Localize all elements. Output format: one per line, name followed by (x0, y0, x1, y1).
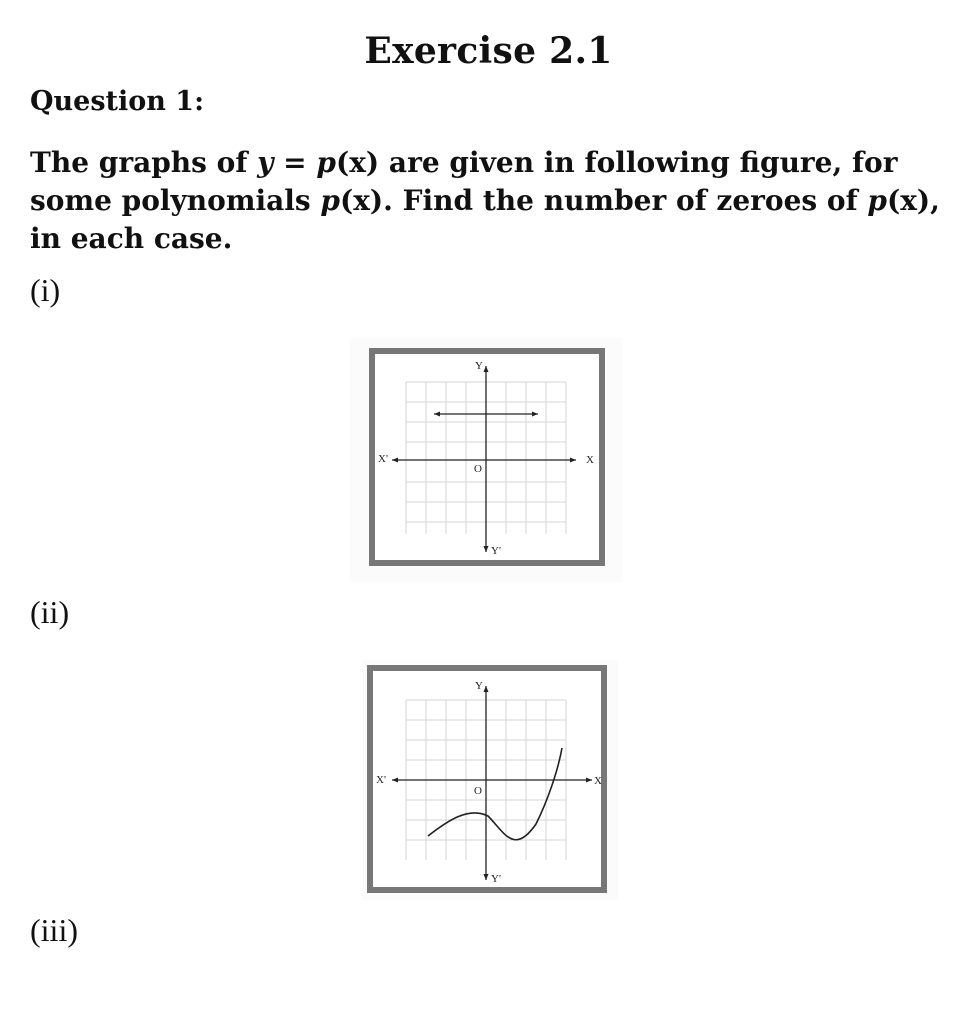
label-x: X (594, 775, 602, 787)
label-y-prime: Y' (491, 545, 501, 557)
graph-ii (362, 660, 618, 900)
math-p: p (320, 184, 340, 217)
question-text (30, 144, 950, 258)
math-x: (x) (886, 184, 931, 217)
math-p: p (867, 184, 887, 217)
label-y: Y (475, 360, 483, 372)
label-x-prime: X' (376, 774, 386, 786)
graph-i (350, 338, 622, 582)
label-origin: O (474, 785, 482, 797)
question-text-part: The graphs of (30, 146, 258, 179)
page-title: Exercise 2.1 (364, 30, 613, 72)
part-label-ii: (ii) (30, 594, 70, 630)
question-text-part: . Find the number of zeroes of (383, 184, 868, 217)
math-x: (x) (339, 184, 384, 217)
label-y-prime: Y' (491, 873, 501, 885)
math-y: y (257, 146, 274, 179)
math-p: p (316, 146, 336, 179)
label-x-prime: X' (378, 453, 388, 465)
graph-frame (370, 668, 604, 890)
part-label-i: (i) (30, 272, 61, 308)
graph-i-svg (350, 338, 622, 582)
question-text-part: are given in following figure, for some polynomials (30, 146, 898, 217)
part-label-iii: (iii) (30, 912, 78, 948)
math-x: (x) (335, 146, 380, 179)
question-text-part: , in each case. (30, 184, 940, 255)
math-eq: = (273, 146, 317, 179)
question-heading: Question 1: (30, 86, 205, 117)
graph-ii-svg (362, 660, 618, 900)
label-origin: O (474, 463, 482, 475)
label-y: Y (475, 680, 483, 692)
label-x: X (586, 454, 594, 466)
